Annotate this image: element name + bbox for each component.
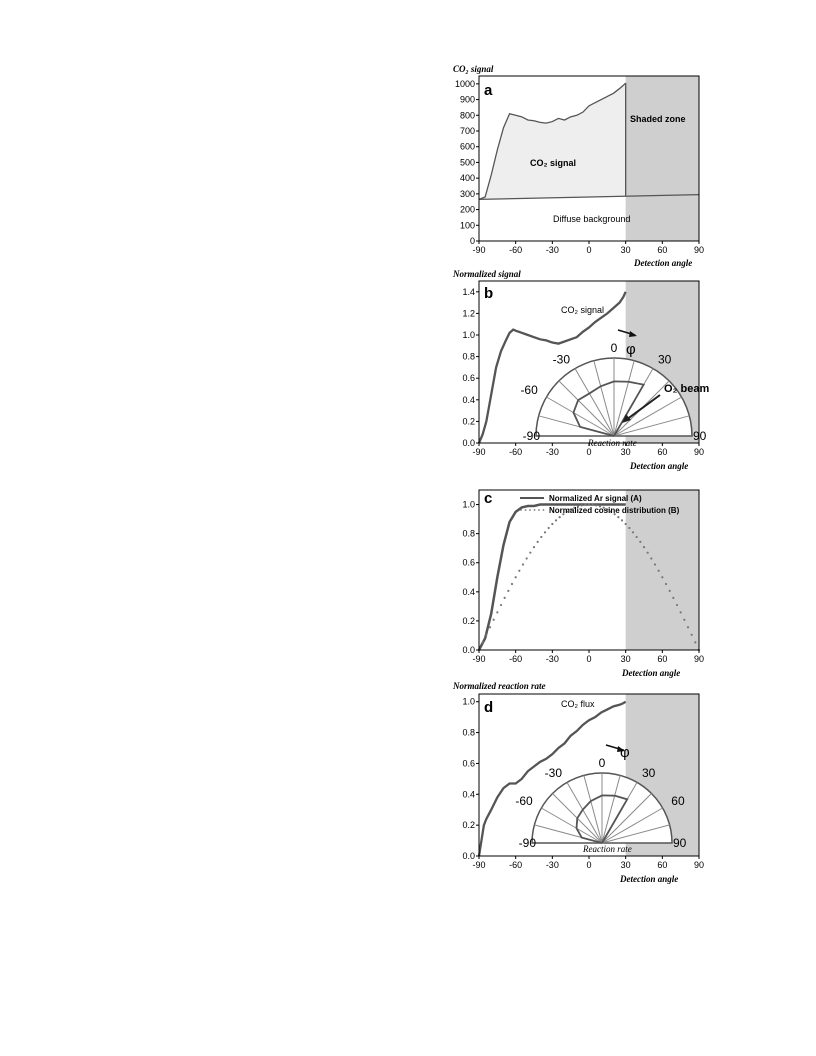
panel-a-ylabel: CO₂ signal — [453, 64, 494, 74]
panel-c-legend-swatch-b — [534, 509, 536, 511]
panel-b-polar-tick: -60 — [520, 383, 538, 397]
panel-a-letter: a — [484, 82, 493, 99]
panel-d-letter: d — [484, 699, 494, 716]
panel-c-cosine-point — [485, 634, 487, 636]
panel-c-cosine-point — [694, 641, 696, 643]
panel-b-y-tick: 1.4 — [462, 286, 475, 297]
panel-a-y-tick: 900 — [459, 94, 475, 105]
panel-c-cosine-point — [482, 641, 484, 643]
panel-b-ylabel: Normalized signal — [453, 269, 521, 279]
panel-a-y-tick: 1000 — [454, 78, 475, 89]
panel-d-y-tick: 0.8 — [462, 727, 475, 738]
panel-c-cosine-point — [511, 583, 513, 585]
panel-c-cosine-point — [540, 536, 542, 538]
panel-a-background-label: Diffuse background — [553, 214, 631, 224]
panel-a-x-tick: -30 — [545, 245, 559, 255]
panel-a-y-tick: 0 — [469, 236, 475, 246]
panel-c-x-tick: -60 — [509, 654, 523, 664]
panel-a-shaded-zone — [626, 76, 699, 241]
panel-d-x-tick: 30 — [620, 860, 631, 870]
panel-c-y-tick: 0.2 — [462, 615, 475, 626]
panel-d-polar-tick: -30 — [544, 766, 562, 781]
panel-a-y-tick: 800 — [459, 110, 475, 121]
panel-c-legend-swatch-b — [525, 509, 527, 511]
panel-d-y-tick: 0.2 — [462, 820, 475, 831]
panel-a — [453, 64, 704, 268]
panel-c-cosine-point — [669, 590, 671, 592]
panel-c-cosine-point — [555, 519, 557, 521]
panel-c-legend-a: Normalized Ar signal (A) — [549, 494, 642, 503]
panel-c-y-tick: 0.4 — [462, 586, 475, 597]
panel-d-x-tick: 0 — [586, 860, 592, 870]
panel-b-rate-label: Reaction rate — [588, 438, 637, 448]
panel-b — [452, 269, 709, 471]
panel-c-cosine-point — [489, 626, 491, 628]
panel-c-x-tick: -90 — [472, 654, 486, 664]
panel-a-xlabel: Detection angle — [634, 258, 693, 268]
panel-c-cosine-point — [647, 552, 649, 554]
panel-c-cosine-point — [544, 531, 546, 533]
panel-b-x-tick: 0 — [586, 447, 592, 457]
panel-c-cosine-point — [526, 557, 528, 559]
panel-c-x-tick: -30 — [545, 654, 559, 664]
panel-a-x-tick: 30 — [620, 245, 631, 255]
panel-c-cosine-point — [496, 611, 498, 613]
panel-b-polar-tick: 0 — [610, 341, 618, 355]
panel-c-cosine-point — [504, 597, 506, 599]
panel-d-x-tick: 60 — [657, 860, 668, 870]
panel-c-x-tick: 30 — [620, 654, 631, 664]
panel-b-x-tick: 30 — [620, 447, 631, 457]
panel-b-polar-tick: -30 — [552, 352, 570, 367]
panel-c-cosine-point — [676, 604, 678, 606]
panel-a-y-tick: 200 — [459, 204, 475, 215]
panel-b-xlabel: Detection angle — [630, 461, 689, 471]
panel-c-cosine-point — [518, 570, 520, 572]
panel-b-x-tick: -60 — [509, 447, 523, 457]
panel-b-y-tick: 1.0 — [462, 330, 475, 340]
panel-c-plot-layer — [462, 490, 704, 664]
panel-c-cosine-point — [672, 597, 674, 599]
panel-c-legend-swatch-b — [520, 509, 522, 511]
panel-b-polar-tick: 90 — [693, 429, 707, 443]
panel-d-y-tick: 0.0 — [462, 851, 475, 861]
panel-c-cosine-point — [650, 557, 652, 559]
panel-b-y-tick: 0.0 — [462, 438, 475, 448]
panel-d-polar-tick: 0 — [598, 756, 606, 770]
panel-c-cosine-point — [628, 527, 630, 529]
panel-a-signal-label: CO₂ signal — [530, 158, 577, 168]
panel-a-y-tick: 100 — [459, 220, 475, 231]
panel-c-cosine-point — [548, 527, 550, 529]
panel-c-y-tick: 0.0 — [462, 645, 475, 655]
panel-a-plot-layer — [455, 76, 704, 255]
panel-a-y-tick: 500 — [459, 157, 475, 168]
panel-c-cosine-point — [529, 552, 531, 554]
panel-c-cosine-point — [551, 523, 553, 525]
panel-c-legend-b: Normalized cosine distribution (B) — [549, 506, 680, 515]
panel-a-signal-area — [479, 83, 626, 199]
panel-d-polar-tick: -60 — [515, 794, 533, 808]
panel-c-cosine-point — [537, 541, 539, 543]
panel-b-y-tick: 0.6 — [462, 373, 475, 384]
panel-d-polar-tick: -90 — [518, 836, 536, 850]
panel-c-legend-swatch-b — [538, 509, 540, 511]
panel-c-x-tick: 60 — [657, 654, 668, 664]
panel-c-xlabel: Detection angle — [622, 668, 681, 678]
panel-c-legend-swatch-b — [529, 509, 531, 511]
panel-c-cosine-point — [515, 576, 517, 578]
panel-b-beam-label: O₂ beam — [664, 383, 710, 395]
panel-b-y-tick: 1.2 — [462, 308, 475, 319]
panel-a-x-tick: 60 — [657, 245, 668, 255]
panel-a-y-tick: 400 — [459, 173, 475, 184]
panel-d-y-tick: 0.4 — [462, 789, 475, 800]
panel-d-y-tick: 1.0 — [462, 696, 475, 707]
panel-d — [452, 681, 704, 884]
panel-c-y-tick: 0.8 — [462, 528, 475, 539]
panel-d-x-tick: 90 — [693, 860, 705, 870]
panel-c-x-tick: 0 — [586, 654, 592, 664]
panel-a-y-tick: 300 — [459, 188, 475, 199]
panel-c-cosine-point — [507, 590, 509, 592]
panel-c-cosine-point — [661, 576, 663, 578]
panel-a-y-tick: 700 — [459, 126, 475, 136]
panel-c-cosine-point — [658, 570, 660, 572]
panel-c-cosine-point — [636, 536, 638, 538]
panel-b-y-tick: 0.2 — [462, 416, 475, 427]
panel-b-x-tick: -30 — [545, 447, 559, 457]
panel-c-cosine-point — [533, 546, 535, 548]
panel-a-shaded-label: Shaded zone — [630, 114, 686, 124]
panel-c-cosine-point — [625, 523, 627, 525]
panel-c-cosine-point — [643, 546, 645, 548]
panel-a-x-tick: -90 — [472, 245, 486, 255]
panel-c-cosine-point — [617, 516, 619, 518]
panel-c-cosine-point — [493, 619, 495, 621]
panel-c-letter: c — [484, 490, 493, 507]
panel-d-rate-label: Reaction rate — [583, 844, 632, 854]
panel-c-x-tick: 90 — [693, 654, 705, 664]
panel-d-flux-label: CO₂ flux — [561, 699, 595, 709]
panel-c-cosine-point — [654, 563, 656, 565]
panel-a-x-tick: 90 — [693, 245, 705, 255]
panel-c-cosine-point — [683, 619, 685, 621]
panel-c-cosine-point — [691, 634, 693, 636]
panel-c-cosine-point — [665, 583, 667, 585]
panel-c-cosine-point — [632, 531, 634, 533]
panel-d-polar-tick: 90 — [673, 836, 687, 850]
panel-b-x-tick: -90 — [472, 447, 486, 457]
panel-d-polar-tick: 60 — [671, 794, 685, 808]
panel-a-x-tick: -60 — [509, 245, 523, 255]
panel-c-cosine-point — [500, 604, 502, 606]
panel-a-x-tick: 0 — [586, 245, 592, 255]
panel-b-phi: φ — [626, 341, 636, 358]
panel-c — [462, 490, 704, 678]
panel-b-signal-label: CO₂ signal — [561, 305, 605, 315]
panel-b-polar-tick: -90 — [522, 429, 540, 443]
panel-a-y-tick: 600 — [459, 141, 475, 152]
panel-d-xlabel: Detection angle — [620, 874, 679, 884]
panel-b-polar-tick: 30 — [658, 352, 672, 367]
panel-c-y-tick: 1.0 — [462, 499, 475, 510]
panel-b-y-tick: 0.4 — [462, 394, 475, 405]
panel-d-phi: φ — [620, 744, 630, 761]
panel-c-cosine-point — [680, 611, 682, 613]
panel-c-cosine-point — [522, 563, 524, 565]
panel-d-y-tick: 0.6 — [462, 758, 475, 769]
panel-b-x-tick: 90 — [693, 447, 705, 457]
panel-d-x-tick: -60 — [509, 860, 523, 870]
panel-c-ar-signal-line — [479, 505, 626, 650]
panel-b-x-tick: 60 — [657, 447, 668, 457]
panel-d-polar-tick: 30 — [642, 766, 656, 781]
panel-c-cosine-point — [639, 541, 641, 543]
panel-b-letter: b — [484, 285, 494, 302]
panel-c-cosine-point — [621, 519, 623, 521]
panel-c-y-tick: 0.6 — [462, 557, 475, 568]
panel-d-x-tick: -30 — [545, 860, 559, 870]
panel-d-ylabel: Normalized reaction rate — [453, 681, 546, 691]
panel-c-cosine-point — [559, 516, 561, 518]
panel-c-cosine-point — [687, 626, 689, 628]
panel-c-legend-swatch-b — [543, 509, 545, 511]
panel-d-x-tick: -90 — [472, 860, 486, 870]
panel-b-y-tick: 0.8 — [462, 351, 475, 362]
